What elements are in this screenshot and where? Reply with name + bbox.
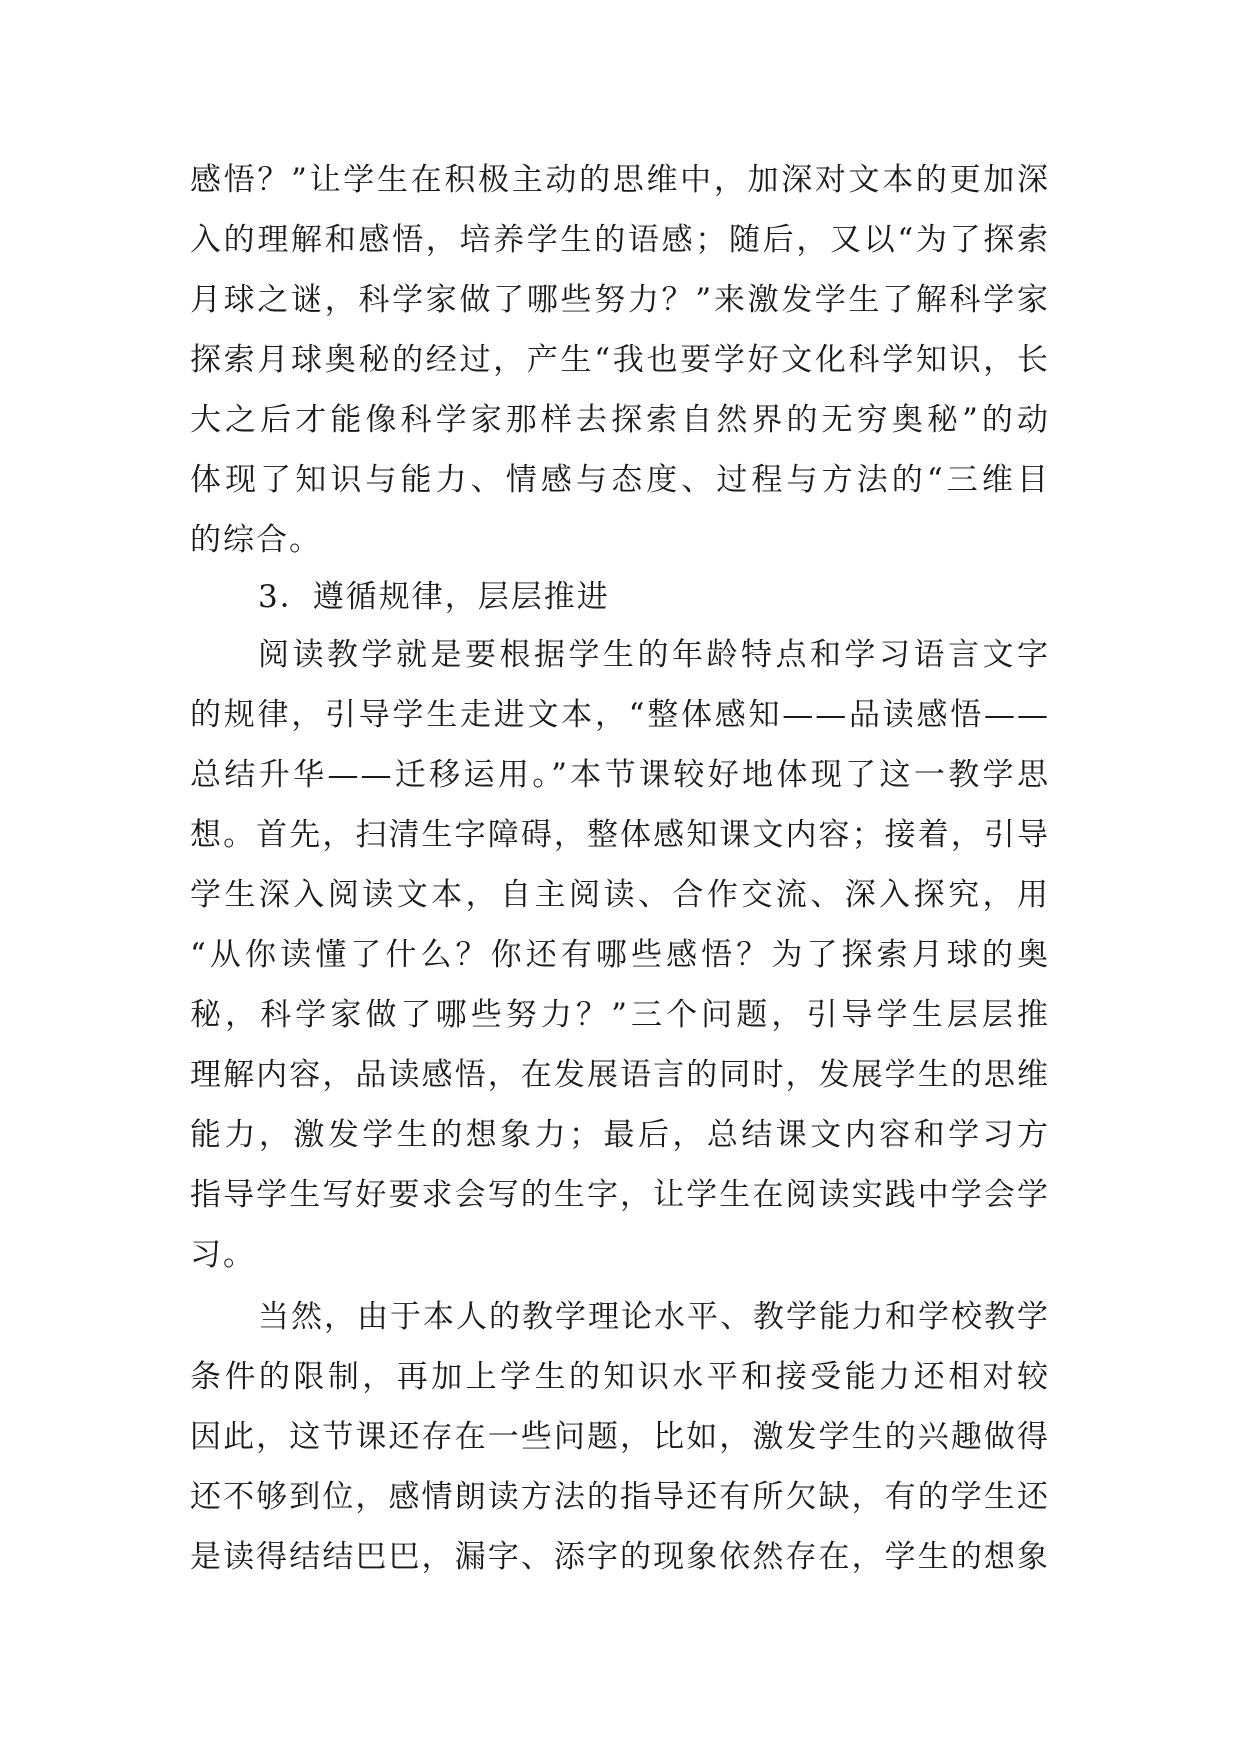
text-line: 因此，这节课还存在一些问题，比如，激发学生的兴趣做得: [190, 1419, 1050, 1455]
text-line: 体现了知识与能力、情感与态度、过程与方法的“三维目: [190, 462, 1050, 498]
text-line: 还不够到位，感情朗读方法的指导还有所欠缺，有的学生还: [190, 1479, 1050, 1515]
text-line: “从你读懂了什么？你还有哪些感悟？为了探索月球的奥: [190, 937, 1050, 973]
text-line: 大之后才能像科学家那样去探索自然界的无穷奥秘”的动: [190, 402, 1050, 438]
text-line: 习。: [190, 1237, 256, 1273]
text-line: 阅读教学就是要根据学生的年龄特点和学习语言文字: [258, 637, 1050, 673]
text-line: 能力，激发学生的想象力；最后，总结课文内容和学习方: [190, 1117, 1050, 1153]
text-line: 条件的限制，再加上学生的知识水平和接受能力还相对较: [190, 1359, 1050, 1395]
section-heading: 3．遵循规律，层层推进: [258, 579, 610, 615]
text-line: 探索月球奥秘的经过，产生“我也要学好文化科学知识，长: [190, 342, 1050, 378]
text-line: 是读得结结巴巴，漏字、添字的现象依然存在，学生的想象: [190, 1539, 1050, 1575]
text-line: 学生深入阅读文本，自主阅读、合作交流、深入探究，用: [190, 877, 1050, 913]
text-line: 指导学生写好要求会写的生字，让学生在阅读实践中学会学: [190, 1177, 1050, 1213]
text-line: 当然，由于本人的教学理论水平、教学能力和学校教学: [258, 1299, 1050, 1335]
text-line: 想。首先，扫清生字障碍，整体感知课文内容；接着，引导: [190, 817, 1050, 853]
text-line: 的综合。: [190, 522, 322, 558]
text-line: 感悟？”让学生在积极主动的思维中，加深对文本的更加深: [190, 162, 1050, 198]
text-line: 秘，科学家做了哪些努力？”三个问题，引导学生层层推: [190, 997, 1050, 1033]
text-line: 入的理解和感悟，培养学生的语感；随后，又以“为了探索: [190, 222, 1050, 258]
text-line: 理解内容，品读感悟，在发展语言的同时，发展学生的思维: [190, 1057, 1050, 1093]
text-line: 总结升华——迁移运用。”本节课较好地体现了这一教学思: [190, 757, 1050, 793]
text-line: 月球之谜，科学家做了哪些努力？”来激发学生了解科学家: [190, 282, 1050, 318]
text-line: 的规律，引导学生走进文本，“整体感知——品读感悟——: [190, 697, 1050, 733]
